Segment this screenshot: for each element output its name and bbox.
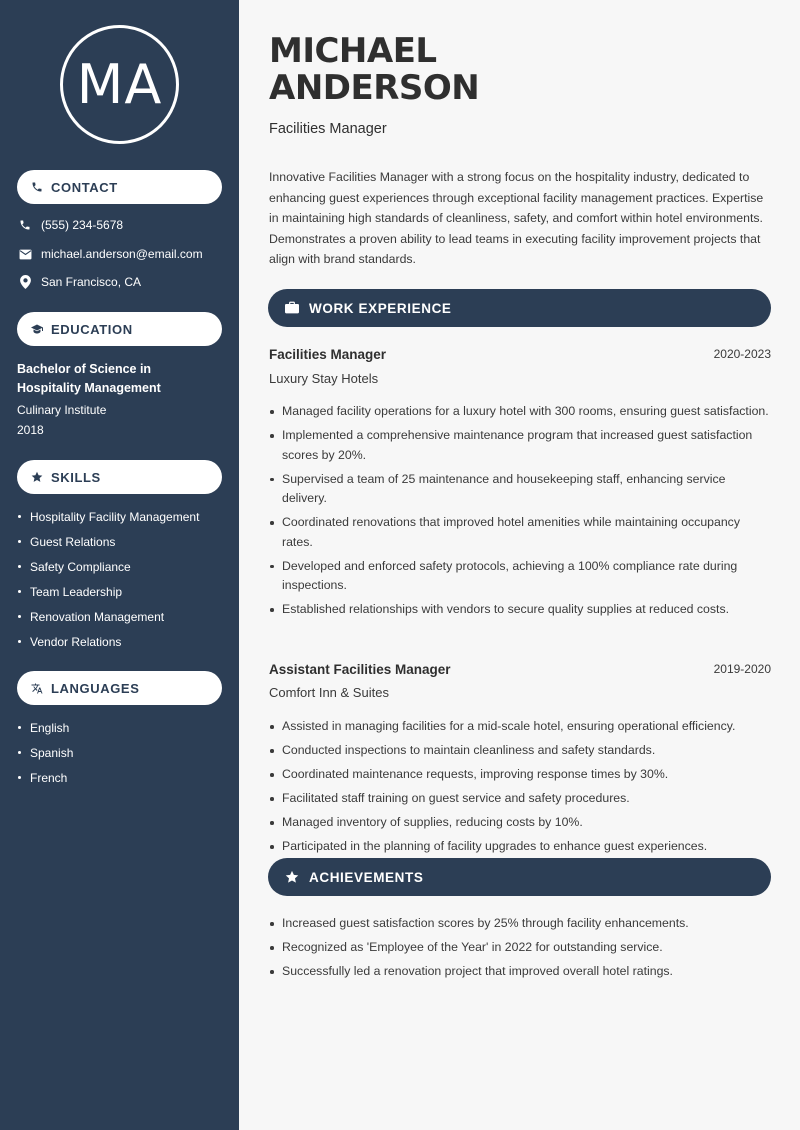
briefcase-icon bbox=[285, 301, 299, 315]
languages-title: LANGUAGES bbox=[51, 680, 140, 696]
achievements-list bbox=[269, 914, 772, 986]
contact-email bbox=[18, 246, 203, 262]
skill-item: Hospitality Facility Management bbox=[18, 504, 199, 529]
skill-item: Renovation Management bbox=[18, 604, 199, 629]
job-company: Luxury Stay Hotels bbox=[269, 371, 379, 386]
languages-heading bbox=[17, 671, 222, 705]
translate-icon bbox=[31, 682, 43, 694]
job-bullets bbox=[269, 717, 772, 861]
skill-item: Guest Relations bbox=[18, 529, 199, 554]
avatar bbox=[60, 25, 179, 144]
graduation-cap-icon bbox=[31, 323, 43, 335]
education-degree: Bachelor of Science in Hospitality Management bbox=[17, 362, 161, 395]
skills-heading bbox=[17, 460, 222, 494]
job-bullet: Assisted in managing facilities for a mid-scale hotel, ensuring operational efficiency. bbox=[269, 717, 772, 737]
job-bullet: Managed inventory of supplies, reducing costs by 10%. bbox=[269, 813, 772, 833]
contact-email-text[interactable]: michael.anderson@email.com bbox=[41, 247, 203, 261]
language-item: English bbox=[18, 715, 73, 740]
achievement-item: Recognized as 'Employee of the Year' in 2022 for outstanding service. bbox=[269, 938, 772, 958]
profile-summary: Innovative Facilities Manager with a strong focus on the hospitality industry, dedicated to enhancing guest experiences through exceptional facility management practices. Expertise in maintaining high standards of cleanliness, safety, and comfort within hotel environments. Demonstrates a proven ability to lead teams in executing facility improvement projects that align with brand standards. bbox=[269, 170, 764, 266]
job-bullet: Developed and enforced safety protocols, achieving a 100% compliance rate during inspections. bbox=[269, 557, 772, 596]
map-pin-icon bbox=[18, 275, 32, 289]
contact-phone-text[interactable]: (555) 234-5678 bbox=[41, 218, 124, 232]
job-title: Assistant Facilities Manager bbox=[269, 662, 451, 677]
avatar-initials: MA bbox=[76, 53, 163, 116]
job-bullets bbox=[269, 402, 772, 624]
job-bullet: Conducted inspections to maintain cleanliness and safety standards. bbox=[269, 741, 772, 761]
job-bullet: Implemented a comprehensive maintenance program that increased guest satisfaction scores by 20%. bbox=[269, 426, 772, 465]
education-heading bbox=[17, 312, 222, 346]
job-bullet: Managed facility operations for a luxury hotel with 300 rooms, ensuring guest satisfaction. bbox=[269, 402, 772, 422]
languages-list bbox=[18, 715, 73, 790]
job-bullet: Participated in the planning of facility upgrades to enhance guest experiences. bbox=[269, 837, 772, 857]
language-item: Spanish bbox=[18, 740, 73, 765]
skills-title: SKILLS bbox=[51, 469, 101, 485]
phone-icon bbox=[31, 181, 43, 193]
contact-location bbox=[18, 274, 141, 290]
job-dates: 2020-2023 bbox=[713, 347, 771, 361]
job-company: Comfort Inn & Suites bbox=[269, 685, 389, 700]
contact-heading bbox=[17, 170, 222, 204]
achievement-item: Successfully led a renovation project that improved overall hotel ratings. bbox=[269, 962, 772, 982]
education-school: Culinary Institute bbox=[17, 403, 107, 417]
contact-phone bbox=[18, 217, 123, 233]
education-title: EDUCATION bbox=[51, 321, 133, 337]
last-name: ANDERSON bbox=[269, 68, 480, 108]
skills-list bbox=[18, 504, 199, 654]
job-title: Facilities Manager bbox=[269, 347, 387, 362]
job-bullet: Established relationships with vendors to secure quality supplies at reduced costs. bbox=[269, 600, 772, 620]
job-bullet: Facilitated staff training on guest service and safety procedures. bbox=[269, 789, 772, 809]
phone-icon bbox=[18, 218, 32, 232]
language-item: French bbox=[18, 765, 73, 790]
skill-item: Vendor Relations bbox=[18, 629, 199, 654]
achievements-heading bbox=[268, 858, 771, 896]
contact-title: CONTACT bbox=[51, 179, 118, 195]
first-name: MICHAEL bbox=[269, 31, 437, 71]
achievements-title: ACHIEVEMENTS bbox=[309, 869, 424, 885]
star-icon bbox=[285, 870, 299, 884]
candidate-name bbox=[269, 33, 569, 107]
job-bullet: Coordinated maintenance requests, improving response times by 30%. bbox=[269, 765, 772, 785]
work-experience-heading bbox=[268, 289, 771, 327]
contact-location-text: San Francisco, CA bbox=[41, 275, 142, 289]
education-year: 2018 bbox=[17, 423, 44, 437]
job-dates: 2019-2020 bbox=[713, 662, 771, 676]
envelope-icon bbox=[18, 247, 32, 261]
work-experience-title: WORK EXPERIENCE bbox=[309, 300, 452, 316]
job-role: Facilities Manager bbox=[269, 121, 387, 137]
sidebar bbox=[0, 0, 239, 1130]
job-bullet: Coordinated renovations that improved hotel amenities while maintaining occupancy rates. bbox=[269, 513, 772, 552]
star-icon bbox=[31, 471, 43, 483]
job-bullet: Supervised a team of 25 maintenance and housekeeping staff, enhancing service delivery. bbox=[269, 470, 772, 509]
skill-item: Team Leadership bbox=[18, 579, 199, 604]
achievement-item: Increased guest satisfaction scores by 25% through facility enhancements. bbox=[269, 914, 772, 934]
skill-item: Safety Compliance bbox=[18, 554, 199, 579]
